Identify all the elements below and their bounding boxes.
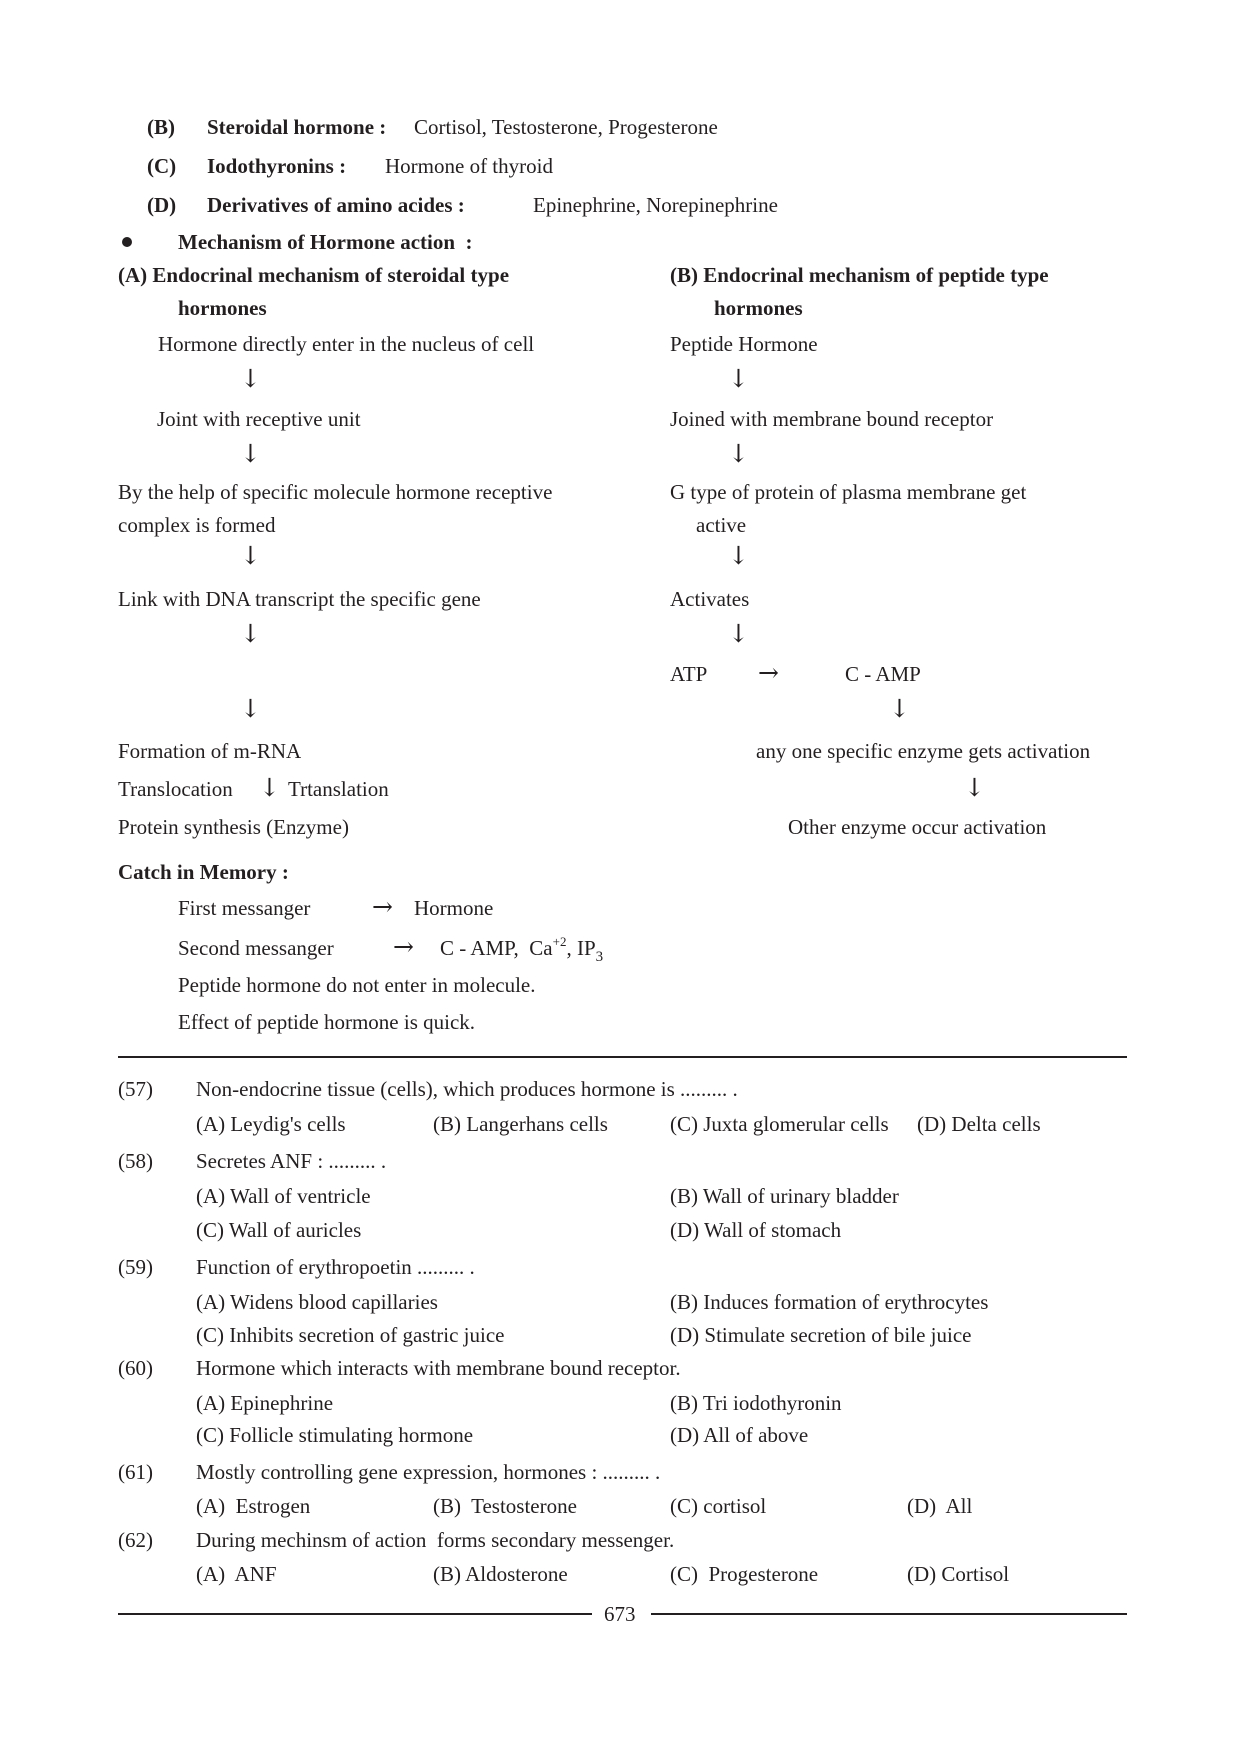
steroidal-step-1: Hormone directly enter in the nucleus of cell — [158, 332, 535, 356]
option-a: (A) Estrogen — [196, 1494, 311, 1518]
question-number: (58) — [118, 1149, 153, 1173]
option-c: (C) Juxta glomerular cells — [670, 1112, 889, 1136]
question-number: (62) — [118, 1528, 153, 1552]
memory-note-2: Effect of peptide hormone is quick. — [178, 1010, 476, 1034]
question-number: (59) — [118, 1255, 153, 1279]
memory-note-1: Peptide hormone do not enter in molecule. — [178, 973, 536, 997]
option-c: (C) cortisol — [670, 1494, 767, 1518]
option-b: (B) Wall of urinary bladder — [670, 1184, 899, 1208]
down-arrow-icon: ↓ — [728, 364, 749, 393]
section-divider — [118, 1056, 1127, 1058]
type-desc-steroidal: Cortisol, Testosterone, Progesterone — [414, 115, 718, 139]
right-arrow-icon: → — [372, 892, 393, 921]
option-d: (D) Cortisol — [907, 1562, 1010, 1586]
question-text: Mostly controlling gene expression, hormones : ......... . — [196, 1460, 661, 1484]
option-d: (D) Delta cells — [917, 1112, 1041, 1136]
bullet-icon — [122, 237, 132, 247]
option-d: (D) Wall of stomach — [670, 1218, 842, 1242]
steroidal-step-5: Formation of m-RNA — [118, 739, 302, 763]
down-arrow-icon: ↓ — [964, 773, 985, 802]
type-label-c: (C) — [147, 154, 177, 178]
steroidal-step-3-line-1: By the help of specific molecule hormone receptive — [118, 480, 553, 504]
peptide-title: (B) Endocrinal mechanism of peptide type — [670, 263, 1049, 287]
down-arrow-icon: ↓ — [889, 694, 910, 723]
ip-label: , IP — [566, 936, 596, 960]
down-arrow-icon: ↓ — [728, 619, 749, 648]
type-desc-iodothyronins: Hormone of thyroid — [385, 154, 553, 178]
option-a: (A) Leydig's cells — [196, 1112, 346, 1136]
option-c: (C) Wall of auricles — [196, 1218, 362, 1242]
type-label-b: (B) — [147, 115, 175, 139]
question-text: Function of erythropoetin ......... . — [196, 1255, 475, 1279]
option-d: (D) Stimulate secretion of bile juice — [670, 1323, 972, 1347]
option-a: (A) Epinephrine — [196, 1391, 334, 1415]
option-b: (B) Langerhans cells — [433, 1112, 608, 1136]
down-arrow-icon: ↓ — [240, 364, 261, 393]
peptide-atp: ATP — [670, 662, 708, 686]
option-d: (D) All — [907, 1494, 973, 1518]
steroidal-translation: Trtanslation — [288, 777, 389, 801]
option-b: (B) Testosterone — [433, 1494, 577, 1518]
steroidal-step-4: Link with DNA transcript the specific gene — [118, 587, 481, 611]
question-number: (61) — [118, 1460, 153, 1484]
peptide-title-cont: hormones — [714, 296, 803, 320]
steroidal-title: (A) Endocrinal mechanism of steroidal type — [118, 263, 510, 287]
footer-rule-right — [651, 1613, 1127, 1615]
peptide-step-3-line-1: G type of protein of plasma membrane get — [670, 480, 1027, 504]
question-number: (60) — [118, 1356, 153, 1380]
option-b: (B) Induces formation of erythrocytes — [670, 1290, 989, 1314]
right-arrow-icon: → — [758, 658, 779, 687]
steroidal-step-2: Joint with receptive unit — [157, 407, 361, 431]
question-text: Hormone which interacts with membrane bound receptor. — [196, 1356, 681, 1380]
option-c: (C) Follicle stimulating hormone — [196, 1423, 474, 1447]
down-arrow-icon: ↓ — [259, 773, 280, 802]
steroidal-translocation: Translocation — [118, 777, 233, 801]
steroidal-step-3-line-2: complex is formed — [118, 513, 276, 537]
second-messenger-camp-ca: C - AMP, Ca — [440, 936, 553, 960]
down-arrow-icon: ↓ — [240, 619, 261, 648]
option-a: (A) Widens blood capillaries — [196, 1290, 438, 1314]
option-a: (A) ANF — [196, 1562, 277, 1586]
mechanism-heading: Mechanism of Hormone action : — [178, 230, 473, 254]
peptide-camp: C - AMP — [845, 662, 921, 686]
type-term-steroidal: Steroidal hormone : — [207, 115, 387, 139]
memory-heading: Catch in Memory : — [118, 860, 289, 884]
footer-rule-left — [118, 1613, 592, 1615]
peptide-step-3-line-2: active — [696, 513, 747, 537]
first-messenger-value: Hormone — [414, 896, 494, 920]
type-term-iodothyronins: Iodothyronins : — [207, 154, 347, 178]
question-text: Secretes ANF : ......... . — [196, 1149, 387, 1173]
second-messenger-value — [440, 934, 604, 965]
second-messenger-label: Second messanger — [178, 936, 334, 960]
type-desc-amino-derivatives: Epinephrine, Norepinephrine — [533, 193, 778, 217]
question-text: During mechinsm of action forms secondary messenger. — [196, 1528, 675, 1552]
peptide-step-4: Activates — [670, 587, 750, 611]
down-arrow-icon: ↓ — [728, 541, 749, 570]
ca-superscript: +2 — [552, 934, 567, 949]
peptide-step-2: Joined with membrane bound receptor — [670, 407, 994, 431]
down-arrow-icon: ↓ — [728, 439, 749, 468]
option-c: (C) Inhibits secretion of gastric juice — [196, 1323, 505, 1347]
peptide-step-6: Other enzyme occur activation — [788, 815, 1047, 839]
page-number: 673 — [604, 1602, 636, 1626]
type-term-amino-derivatives: Derivatives of amino acides : — [207, 193, 465, 217]
steroidal-step-6: Protein synthesis (Enzyme) — [118, 815, 349, 839]
down-arrow-icon: ↓ — [240, 694, 261, 723]
option-b: (B) Aldosterone — [433, 1562, 568, 1586]
question-text: Non-endocrine tissue (cells), which produces hormone is ......... . — [196, 1077, 738, 1101]
option-b: (B) Tri iodothyronin — [670, 1391, 842, 1415]
right-arrow-icon: → — [393, 932, 414, 961]
ip-subscript: 3 — [595, 949, 604, 965]
option-c: (C) Progesterone — [670, 1562, 819, 1586]
type-label-d: (D) — [147, 193, 177, 217]
option-a: (A) Wall of ventricle — [196, 1184, 371, 1208]
peptide-step-5: any one specific enzyme gets activation — [756, 739, 1091, 763]
down-arrow-icon: ↓ — [240, 541, 261, 570]
question-number: (57) — [118, 1077, 153, 1101]
peptide-step-1: Peptide Hormone — [670, 332, 818, 356]
first-messenger-label: First messanger — [178, 896, 311, 920]
option-d: (D) All of above — [670, 1423, 809, 1447]
steroidal-title-cont: hormones — [178, 296, 267, 320]
down-arrow-icon: ↓ — [240, 439, 261, 468]
